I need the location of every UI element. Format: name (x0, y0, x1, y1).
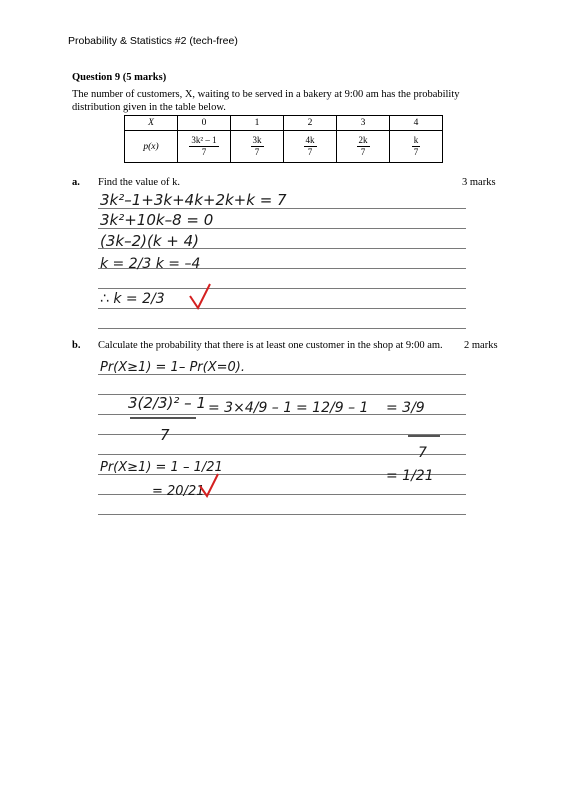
x-value-3: 3 (337, 116, 390, 131)
working-b-step-2: = 12/9 – 1 (296, 400, 369, 416)
p0-den: 7 (201, 147, 207, 157)
question-title: Question 9 (5 marks) (72, 72, 167, 83)
working-b-line-4: Pr(X≥1) = 1 – 1/21 (100, 460, 223, 475)
working-a-line-3: (3k–2)(k + 4) (100, 232, 200, 250)
working-a-line-5: ∴ k = 2/3 (100, 291, 165, 307)
x-header: X (125, 116, 178, 131)
part-b-label: b. (72, 340, 81, 351)
p1-num: 3k (252, 135, 262, 145)
working-b-den: 7 (160, 426, 170, 444)
working-a-line-2: 3k²+10k–8 = 0 (100, 211, 214, 229)
working-b-num: 3(2/3)² – 1 (128, 394, 206, 412)
working-a-line-1: 3k²–1+3k+4k+2k+k = 7 (100, 191, 287, 209)
p4-num: k (413, 135, 419, 145)
working-b-step-1: = 3×4/9 – 1 (208, 400, 293, 416)
x-value-0: 0 (178, 116, 231, 131)
part-b-text: Calculate the probability that there is at least one customer in the shop at 9:00 am. (98, 340, 443, 351)
part-a-label: a. (72, 177, 80, 188)
question-stem: The number of customers, X, waiting to be served in a bakery at 9:00 am has the probability distribution given in the table below. (72, 89, 460, 113)
p1-den: 7 (254, 147, 260, 157)
p3-num: 2k (358, 135, 368, 145)
p2-den: 7 (307, 147, 313, 157)
p3-den: 7 (360, 147, 366, 157)
p4-den: 7 (413, 147, 419, 157)
working-a-line-4: k = 2/3 k = –4 (100, 256, 201, 272)
p0-num: 3k² – 1 (191, 135, 217, 145)
x-value-2: 2 (284, 116, 337, 131)
working-b-line-5: = 20/21 (152, 484, 205, 499)
part-a-marks: 3 marks (462, 177, 496, 188)
working-b-seven: 7 (418, 445, 427, 461)
x-value-1: 1 (231, 116, 284, 131)
working-b-line-1: Pr(X≥1) = 1– Pr(X=0). (100, 360, 245, 375)
working-b-result: = 1/21 (386, 468, 434, 484)
page-header: Probability & Statistics #2 (tech-free) (68, 35, 238, 47)
p-header: p(x) (125, 131, 178, 163)
part-a-text: Find the value of k. (98, 177, 180, 188)
red-check-icon (190, 284, 210, 308)
x-value-4: 4 (390, 116, 443, 131)
working-b-step-3: = 3/9 (386, 400, 425, 416)
p2-num: 4k (305, 135, 315, 145)
part-b-marks: 2 marks (464, 340, 498, 351)
